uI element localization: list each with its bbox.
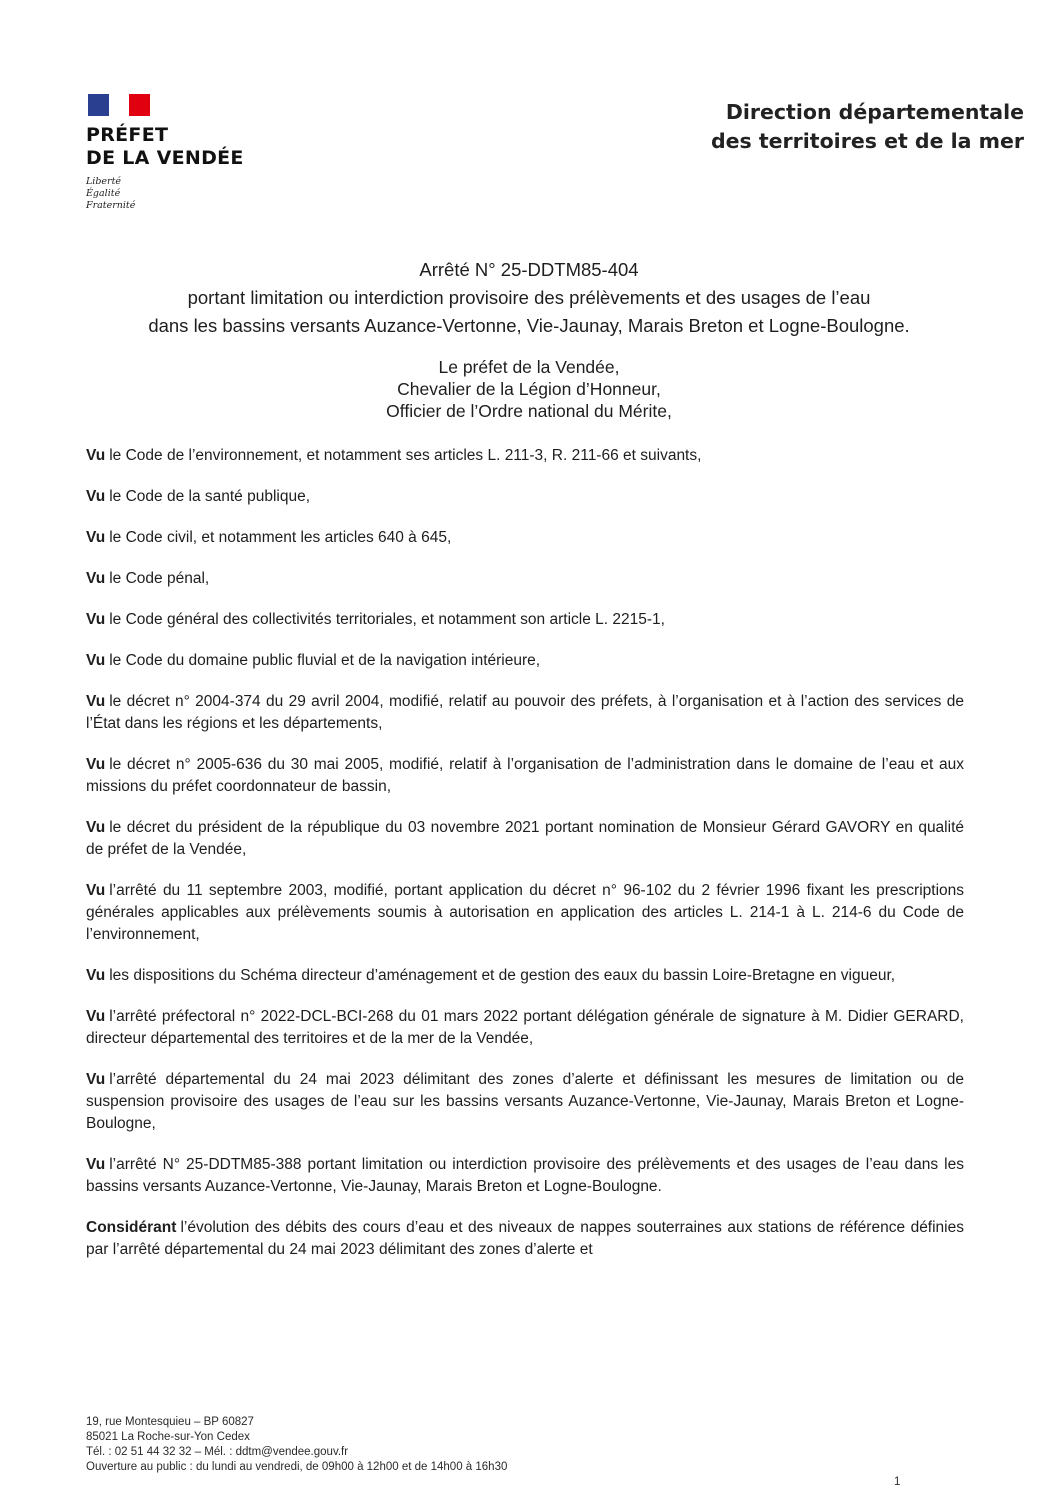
- signatory-line1: Le préfet de la Vendée,: [438, 357, 620, 377]
- footer-opening-hours: Ouverture au public : du lundi au vendredi, de 09h00 à 12h00 et de 14h00 à 16h30: [86, 1461, 508, 1473]
- recital-text: l’arrêté N° 25-DDTM85-388 portant limitation ou interdiction provisoire des prélèvements et des usages de l’eau dans les bassins versants Auzance-Vertonne, Vie-Jaunay, Marais Breton et Logne-Boulogne.: [86, 1156, 964, 1195]
- recital-text: le Code civil, et notamment les articles 640 à 645,: [109, 529, 452, 546]
- recital-lead: Vu: [86, 488, 106, 505]
- recital-lead: Vu: [86, 693, 106, 710]
- motto-line1: Liberté: [86, 176, 122, 187]
- recital-text: le Code du domaine public fluvial et de la navigation intérieure,: [109, 652, 541, 669]
- recital-lead: Vu: [86, 447, 106, 464]
- recital-text: l’arrêté du 11 septembre 2003, modifié, portant application du décret n° 96-102 du 2 février 1996 fixant les prescriptions générales applicables aux prélèvements soumis à autorisation en application des articles L. 214-1 à L. 214-6 du Code de l’environnement,: [86, 882, 964, 943]
- org-name: [86, 124, 326, 170]
- considerant-text: l’évolution des débits des cours d’eau et des niveaux de nappes souterraines aux stations de référence définies par l’arrêté départemental du 24 mai 2023 délimitant des zones d’alerte et: [86, 1219, 964, 1258]
- address-footer: [86, 1415, 507, 1475]
- decree-subject-line1: portant limitation ou interdiction provisoire des prélèvements et des usages de l’eau: [187, 287, 871, 308]
- footer-contact: Tél. : 02 51 44 32 32 – Mél. : ddtm@vendee.gouv.fr: [86, 1446, 349, 1458]
- recital-text: les dispositions du Schéma directeur d’aménagement et de gestion des eaux du bassin Loire-Bretagne en vigueur,: [109, 967, 896, 984]
- recital-lead: Vu: [86, 529, 106, 546]
- direction-line2: des territoires et de la mer: [710, 129, 1024, 153]
- considerant-lead: Considérant: [86, 1219, 177, 1236]
- recital-paragraph: [86, 691, 964, 735]
- recital-lead: Vu: [86, 1071, 106, 1088]
- org-name-line2: DE LA VENDÉE: [86, 147, 244, 169]
- recital-text: le décret n° 2004-374 du 29 avril 2004, modifié, relatif au pouvoir des préfets, à l’organisation et à l’action des services de l’État dans les régions et les départements,: [86, 693, 964, 732]
- french-flag-icon: [88, 94, 150, 116]
- signatory-line2: Chevalier de la Légion d’Honneur,: [397, 379, 661, 399]
- recital-paragraph: [86, 1069, 964, 1135]
- recital-paragraph: [86, 880, 964, 946]
- recital-text: l’arrêté départemental du 24 mai 2023 délimitant des zones d’alerte et définissant les mesures de limitation ou de suspension provisoire des usages de l’eau sur les bassins versants Auzance-Vertonne, Vie-Jaunay, Marais Breton et Logne-Boulogne,: [86, 1071, 964, 1132]
- recital-paragraph: [86, 965, 964, 987]
- recital-lead: Vu: [86, 882, 106, 899]
- prefecture-logo: [86, 94, 326, 212]
- recital-text: le décret n° 2005-636 du 30 mai 2005, modifié, relatif à l’organisation de l’administration dans le domaine de l’eau et aux missions du préfet coordonnateur de bassin,: [86, 756, 964, 795]
- republic-motto: [86, 176, 326, 212]
- recital-text: le Code pénal,: [109, 570, 210, 587]
- recital-paragraph: [86, 1154, 964, 1198]
- recital-lead: Vu: [86, 570, 106, 587]
- recital-paragraph: [86, 527, 964, 549]
- recital-paragraph: [86, 1006, 964, 1050]
- recital-text: le décret du président de la république du 03 novembre 2021 portant nomination de Monsieur Gérard GAVORY en qualité de préfet de la Vendée,: [86, 819, 964, 858]
- direction-line1: Direction départementale: [725, 100, 1024, 124]
- decree-body: [86, 445, 964, 1280]
- recital-paragraph: [86, 650, 964, 672]
- direction-header: [711, 98, 1024, 156]
- recital-paragraph: [86, 568, 964, 590]
- recital-paragraph: [86, 609, 964, 631]
- org-name-line1: PRÉFET: [86, 124, 169, 146]
- recital-text: le Code de la santé publique,: [109, 488, 311, 505]
- footer-street: 19, rue Montesquieu – BP 60827: [86, 1416, 254, 1428]
- recital-lead: Vu: [86, 967, 106, 984]
- page-number: 1: [894, 1476, 901, 1488]
- motto-line2: Égalité: [86, 188, 121, 199]
- recital-lead: Vu: [86, 819, 106, 836]
- recital-lead: Vu: [86, 1156, 106, 1173]
- footer-city: 85021 La Roche-sur-Yon Cedex: [86, 1431, 250, 1443]
- recital-lead: Vu: [86, 1008, 106, 1025]
- considerant-paragraph: [86, 1217, 964, 1261]
- recital-text: l’arrêté préfectoral n° 2022-DCL-BCI-268 du 01 mars 2022 portant délégation générale de signature à M. Didier GERARD, directeur départemental des territoires et de la mer de la Vendée,: [86, 1008, 964, 1047]
- recital-paragraph: [86, 754, 964, 798]
- recital-paragraph: [86, 486, 964, 508]
- recital-paragraph: [86, 445, 964, 467]
- decree-subject-line2: dans les bassins versants Auzance-Vertonne, Vie-Jaunay, Marais Breton et Logne-Boulogne.: [148, 315, 910, 336]
- decree-title: [60, 256, 998, 340]
- decree-number: Arrêté N° 25-DDTM85-404: [419, 259, 639, 280]
- recital-text: le Code général des collectivités territoriales, et notamment son article L. 2215-1,: [109, 611, 665, 628]
- recital-lead: Vu: [86, 611, 106, 628]
- motto-line3: Fraternité: [86, 200, 136, 211]
- recital-text: le Code de l’environnement, et notamment ses articles L. 211-3, R. 211-66 et suivants,: [109, 447, 702, 464]
- signatory-block: [60, 356, 998, 422]
- recital-paragraph: [86, 817, 964, 861]
- recital-lead: Vu: [86, 756, 106, 773]
- recital-lead: Vu: [86, 652, 106, 669]
- signatory-line3: Officier de l’Ordre national du Mérite,: [386, 401, 672, 421]
